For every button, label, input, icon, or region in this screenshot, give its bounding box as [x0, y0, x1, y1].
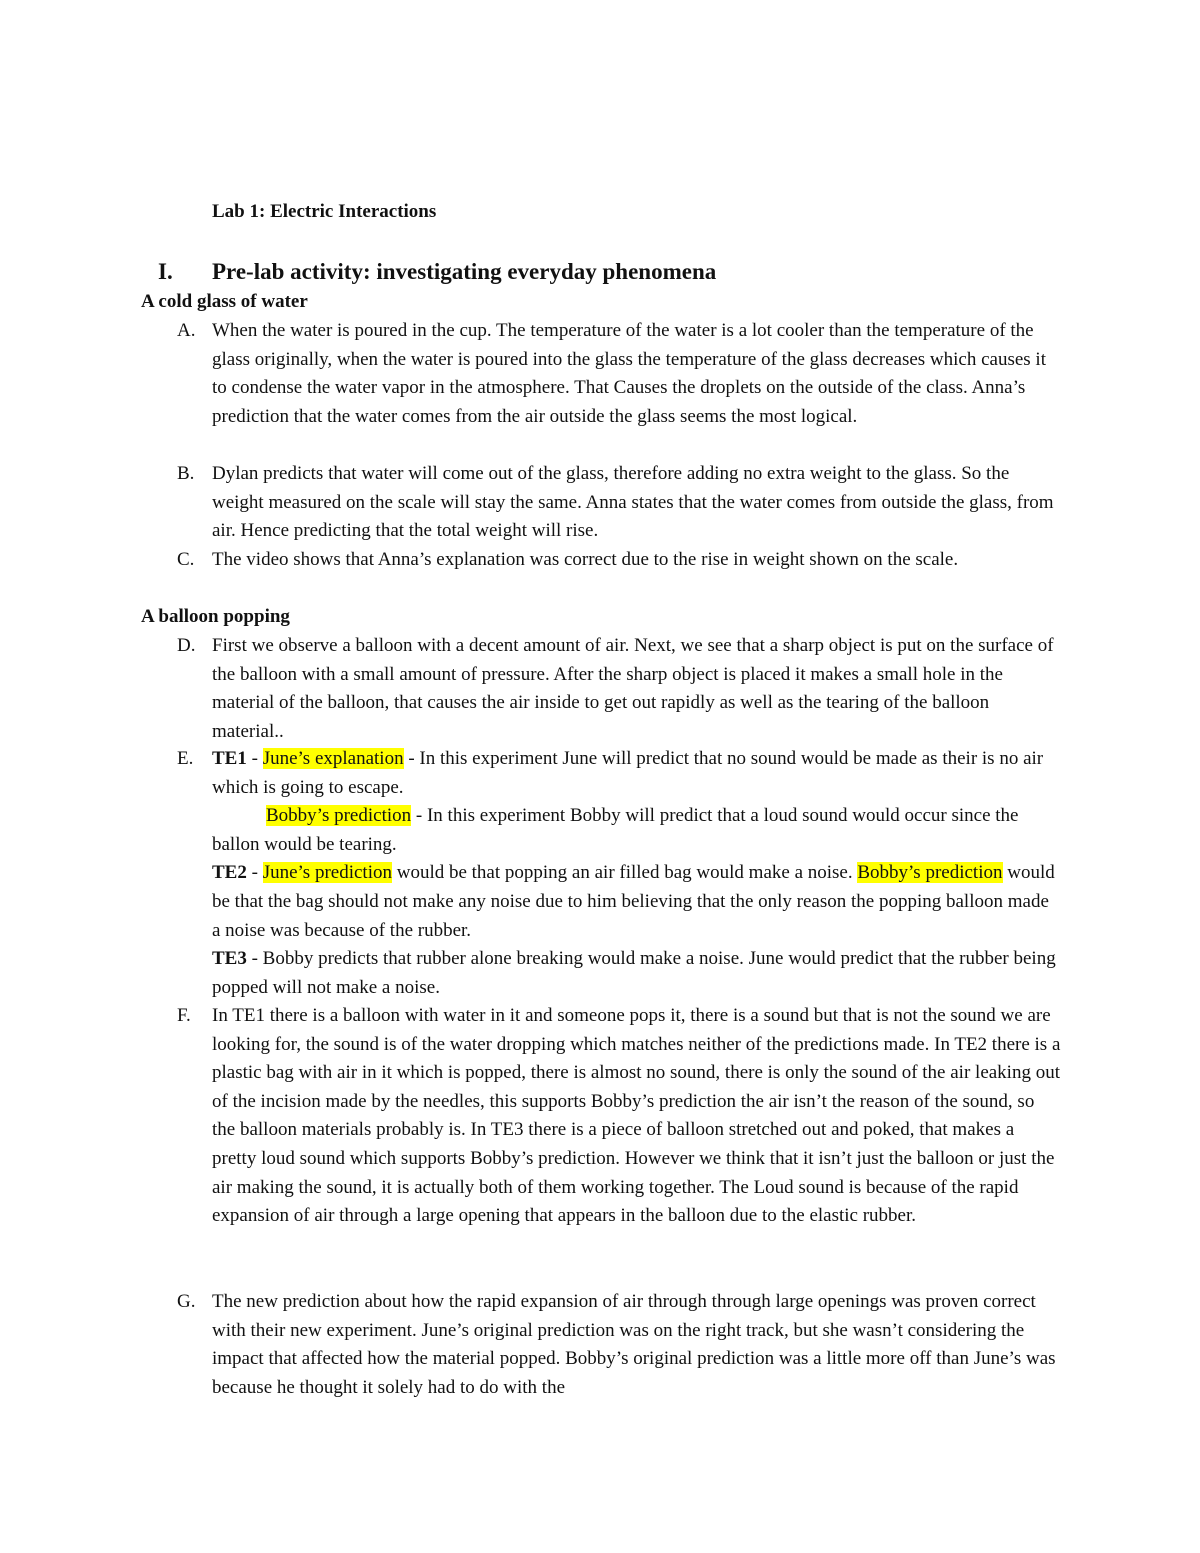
highlight-bobby-prediction-2: Bobby’s prediction — [857, 862, 1003, 884]
te3-label: TE3 — [212, 948, 247, 970]
item-marker: G. — [177, 1291, 196, 1312]
list-item-g — [141, 1288, 1061, 1402]
te3-paragraph — [212, 945, 1061, 1002]
list-item-f — [141, 1002, 1061, 1231]
item-marker: F. — [177, 1005, 191, 1026]
bobby-text: - In this experiment Bobby will predict that a loud sound would occur since the ballon would be tearing. — [212, 805, 1019, 855]
item-text: When the water is poured in the cup. The temperature of the water is a lot cooler than the temperature of the glass originally, when the water is poured into the glass the temperature of the glass decreases which causes it to condense the water vapor in the atmosphere. That Causes the droplets on the outside of the class. Anna’s prediction that the water comes from the air outside the glass seems the most logical. — [212, 320, 1046, 427]
section-title: Pre-lab activity: investigating everyday phenomena — [212, 259, 717, 284]
item-text: The video shows that Anna’s explanation was correct due to the rise in weight shown on the scale. — [212, 549, 959, 570]
te2-text: would be that the bag should not make any noise due to him believing that the only reason the popping balloon made a noise was because of the rubber. — [212, 862, 1055, 941]
item-text — [212, 745, 1061, 1002]
list-item-e — [141, 745, 1061, 1002]
item-text: Dylan predicts that water will come out of the glass, therefore adding no extra weight to the glass. So the weight measured on the scale will stay the same. Anna states that the water comes from outside the glass, from air. Hence predicting that the total weight will rise. — [212, 463, 1054, 542]
te1-label: TE1 — [212, 748, 247, 769]
item-text: In TE1 there is a balloon with water in it and someone pops it, there is a sound but that is not the sound we are looking for, the sound is of the water dropping which matches neither of the predictions made. In TE2 there is a plastic bag with air in it which is popped, there is almost no sound, there is only the sound of the air leaking out of the incision made by the needles, this supports Bobby’s prediction the air isn’t the reason of the sound, so the balloon materials probably is. In TE3 there is a piece of balloon stretched out and poked, that makes a pretty loud sound which supports Bobby’s prediction. However we think that it isn’t just the balloon or just the air making the sound, it is actually both of them working together. The Loud sound is because of the rapid expansion of air through a large opening that appears in the balloon due to the elastic rubber. — [212, 1005, 1061, 1227]
list-item-c — [141, 546, 1061, 575]
te1-paragraph — [212, 745, 1061, 802]
list-item-b — [141, 460, 1061, 546]
subheading-cold-glass: A cold glass of water — [141, 291, 308, 312]
item-text: The new prediction about how the rapid expansion of air through through large openings was proven correct with their new experiment. June’s original prediction was on the right track, but she wasn’t considering the impact that affected how the material popped. Bobby’s original prediction was a little more off than June’s was because he thought it solely had to do with the — [212, 1291, 1056, 1398]
highlight-bobby-prediction: Bobby’s prediction — [266, 805, 412, 827]
bobby-paragraph — [212, 802, 1061, 859]
highlight-june-prediction: June’s prediction — [262, 862, 392, 884]
doc-title: Lab 1: Electric Interactions — [212, 201, 437, 222]
highlight-june-explanation: June’s explanation — [262, 748, 404, 769]
list-item-a — [141, 317, 1061, 431]
subheading-balloon: A balloon popping — [141, 606, 290, 627]
te2-sep: - — [246, 862, 263, 884]
section-number: I. — [158, 259, 173, 284]
te3-text: - Bobby predicts that rubber alone breaking would make a noise. June would predict that the rubber being popped will not make a noise. — [212, 948, 1056, 998]
te1-sep: - — [246, 748, 263, 769]
te1-text: - In this experiment June will predict that no sound would be made as their is no air which is going to escape. — [212, 748, 1044, 798]
te2-mid: would be that popping an air filled bag would make a noise. — [391, 862, 858, 884]
item-marker: E. — [177, 748, 194, 769]
section-heading — [158, 257, 716, 287]
item-marker: D. — [177, 635, 196, 656]
te2-paragraph — [212, 859, 1061, 945]
item-marker: A. — [177, 320, 196, 341]
te2-label: TE2 — [212, 862, 247, 884]
item-marker: C. — [177, 549, 195, 570]
item-text: First we observe a balloon with a decent amount of air. Next, we see that a sharp object is put on the surface of the balloon with a small amount of pressure. After the sharp object is placed it makes a small hole in the material of the balloon, that causes the air inside to get out rapidly as well as the tearing of the balloon material.. — [212, 635, 1054, 742]
item-marker: B. — [177, 463, 195, 484]
list-item-d — [141, 632, 1061, 746]
